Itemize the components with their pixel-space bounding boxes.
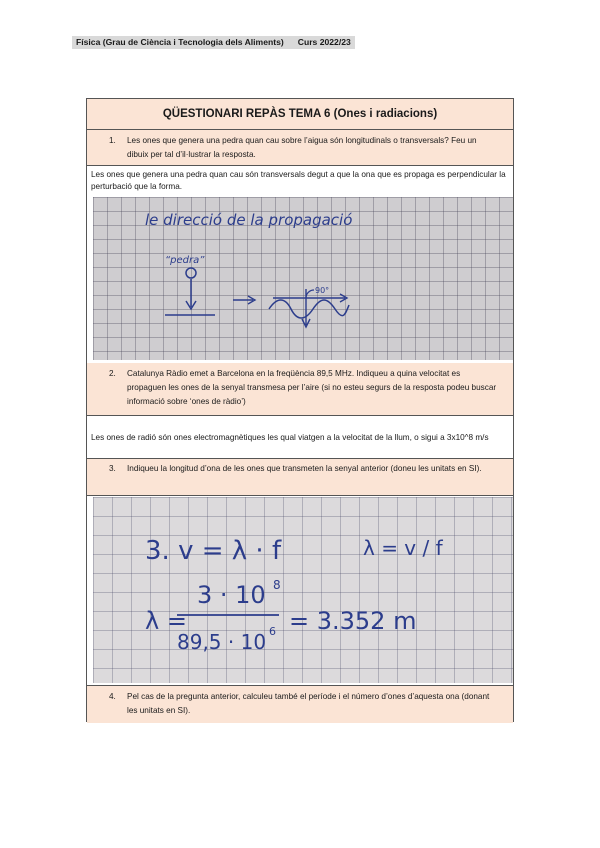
question-text: Catalunya Ràdio emet a Barcelona en la freqüència 89,5 MHz. Indiqueu a quina velocitat es propaguen les ones de la senyal transmesa per l’aire (si no esteu segurs de la resposta podeu buscar informació sobre ‘ones de ràdio’)	[127, 369, 497, 406]
question-text: Indiqueu la longitud d’ona de les ones que transmeten la senyal anterior (doneu les unitats en SI).	[127, 464, 482, 473]
work-denominator: 89,5 · 10	[177, 630, 267, 654]
work-lambda: λ =	[145, 607, 187, 635]
course-name: Física (Grau de Ciència i Tecnologia dels Aliments)	[76, 37, 284, 47]
course-year: Curs 2022/23	[297, 37, 351, 47]
work-line-1b: λ = v / f	[363, 536, 443, 560]
sketch-caption: le direcció de la propagació	[145, 211, 353, 229]
work-denominator-exponent: 6	[269, 625, 276, 638]
question-number: 1.	[109, 136, 116, 145]
question-3	[87, 458, 513, 496]
answer-3-worked-solution-photo	[93, 497, 513, 683]
questionnaire-title: QÜESTIONARI REPÀS TEMA 6 (Ones i radiacions)	[87, 99, 513, 130]
question-2	[87, 363, 513, 416]
question-text: Pel cas de la pregunta anterior, calculeu també el període i el número d’ones d’aquesta ona (donant les unitats en SI).	[127, 692, 490, 715]
work-numerator-exponent: 8	[273, 578, 281, 592]
question-number: 3.	[109, 464, 116, 473]
sketch-label-angle: 90°	[315, 286, 330, 295]
question-number: 2.	[109, 369, 116, 378]
wave-curve	[269, 300, 349, 318]
answer-1-text: Les ones que genera una pedra quan cau són transversals degut a que la ona que es propaga es perpendicular la perturbació que la forma.	[87, 169, 513, 195]
work-line-1: 3. v = λ · f	[145, 536, 282, 566]
answer-1-sketch-photo	[93, 197, 513, 360]
work-numerator: 3 · 10	[197, 581, 266, 609]
question-number: 4.	[109, 692, 116, 701]
question-text: Les ones que genera una pedra quan cau sobre l’aigua són longitudinals o transversals? Feu un dibuix per tal d’il·lustrar la resposta.	[127, 136, 477, 159]
questionnaire-table	[86, 98, 514, 722]
document-header	[72, 36, 355, 49]
work-result: = 3.352 m	[289, 607, 417, 635]
stone-circle	[186, 268, 196, 278]
question-1	[87, 130, 513, 166]
answer-2-text: Les ones de radió són ones electromagnètiques les qual viatgen a la velocitat de la llum, o sigui a 3x10^8 m/s	[87, 432, 513, 458]
sketch-label-stone: “pedra”	[165, 255, 205, 266]
question-4	[87, 685, 513, 723]
